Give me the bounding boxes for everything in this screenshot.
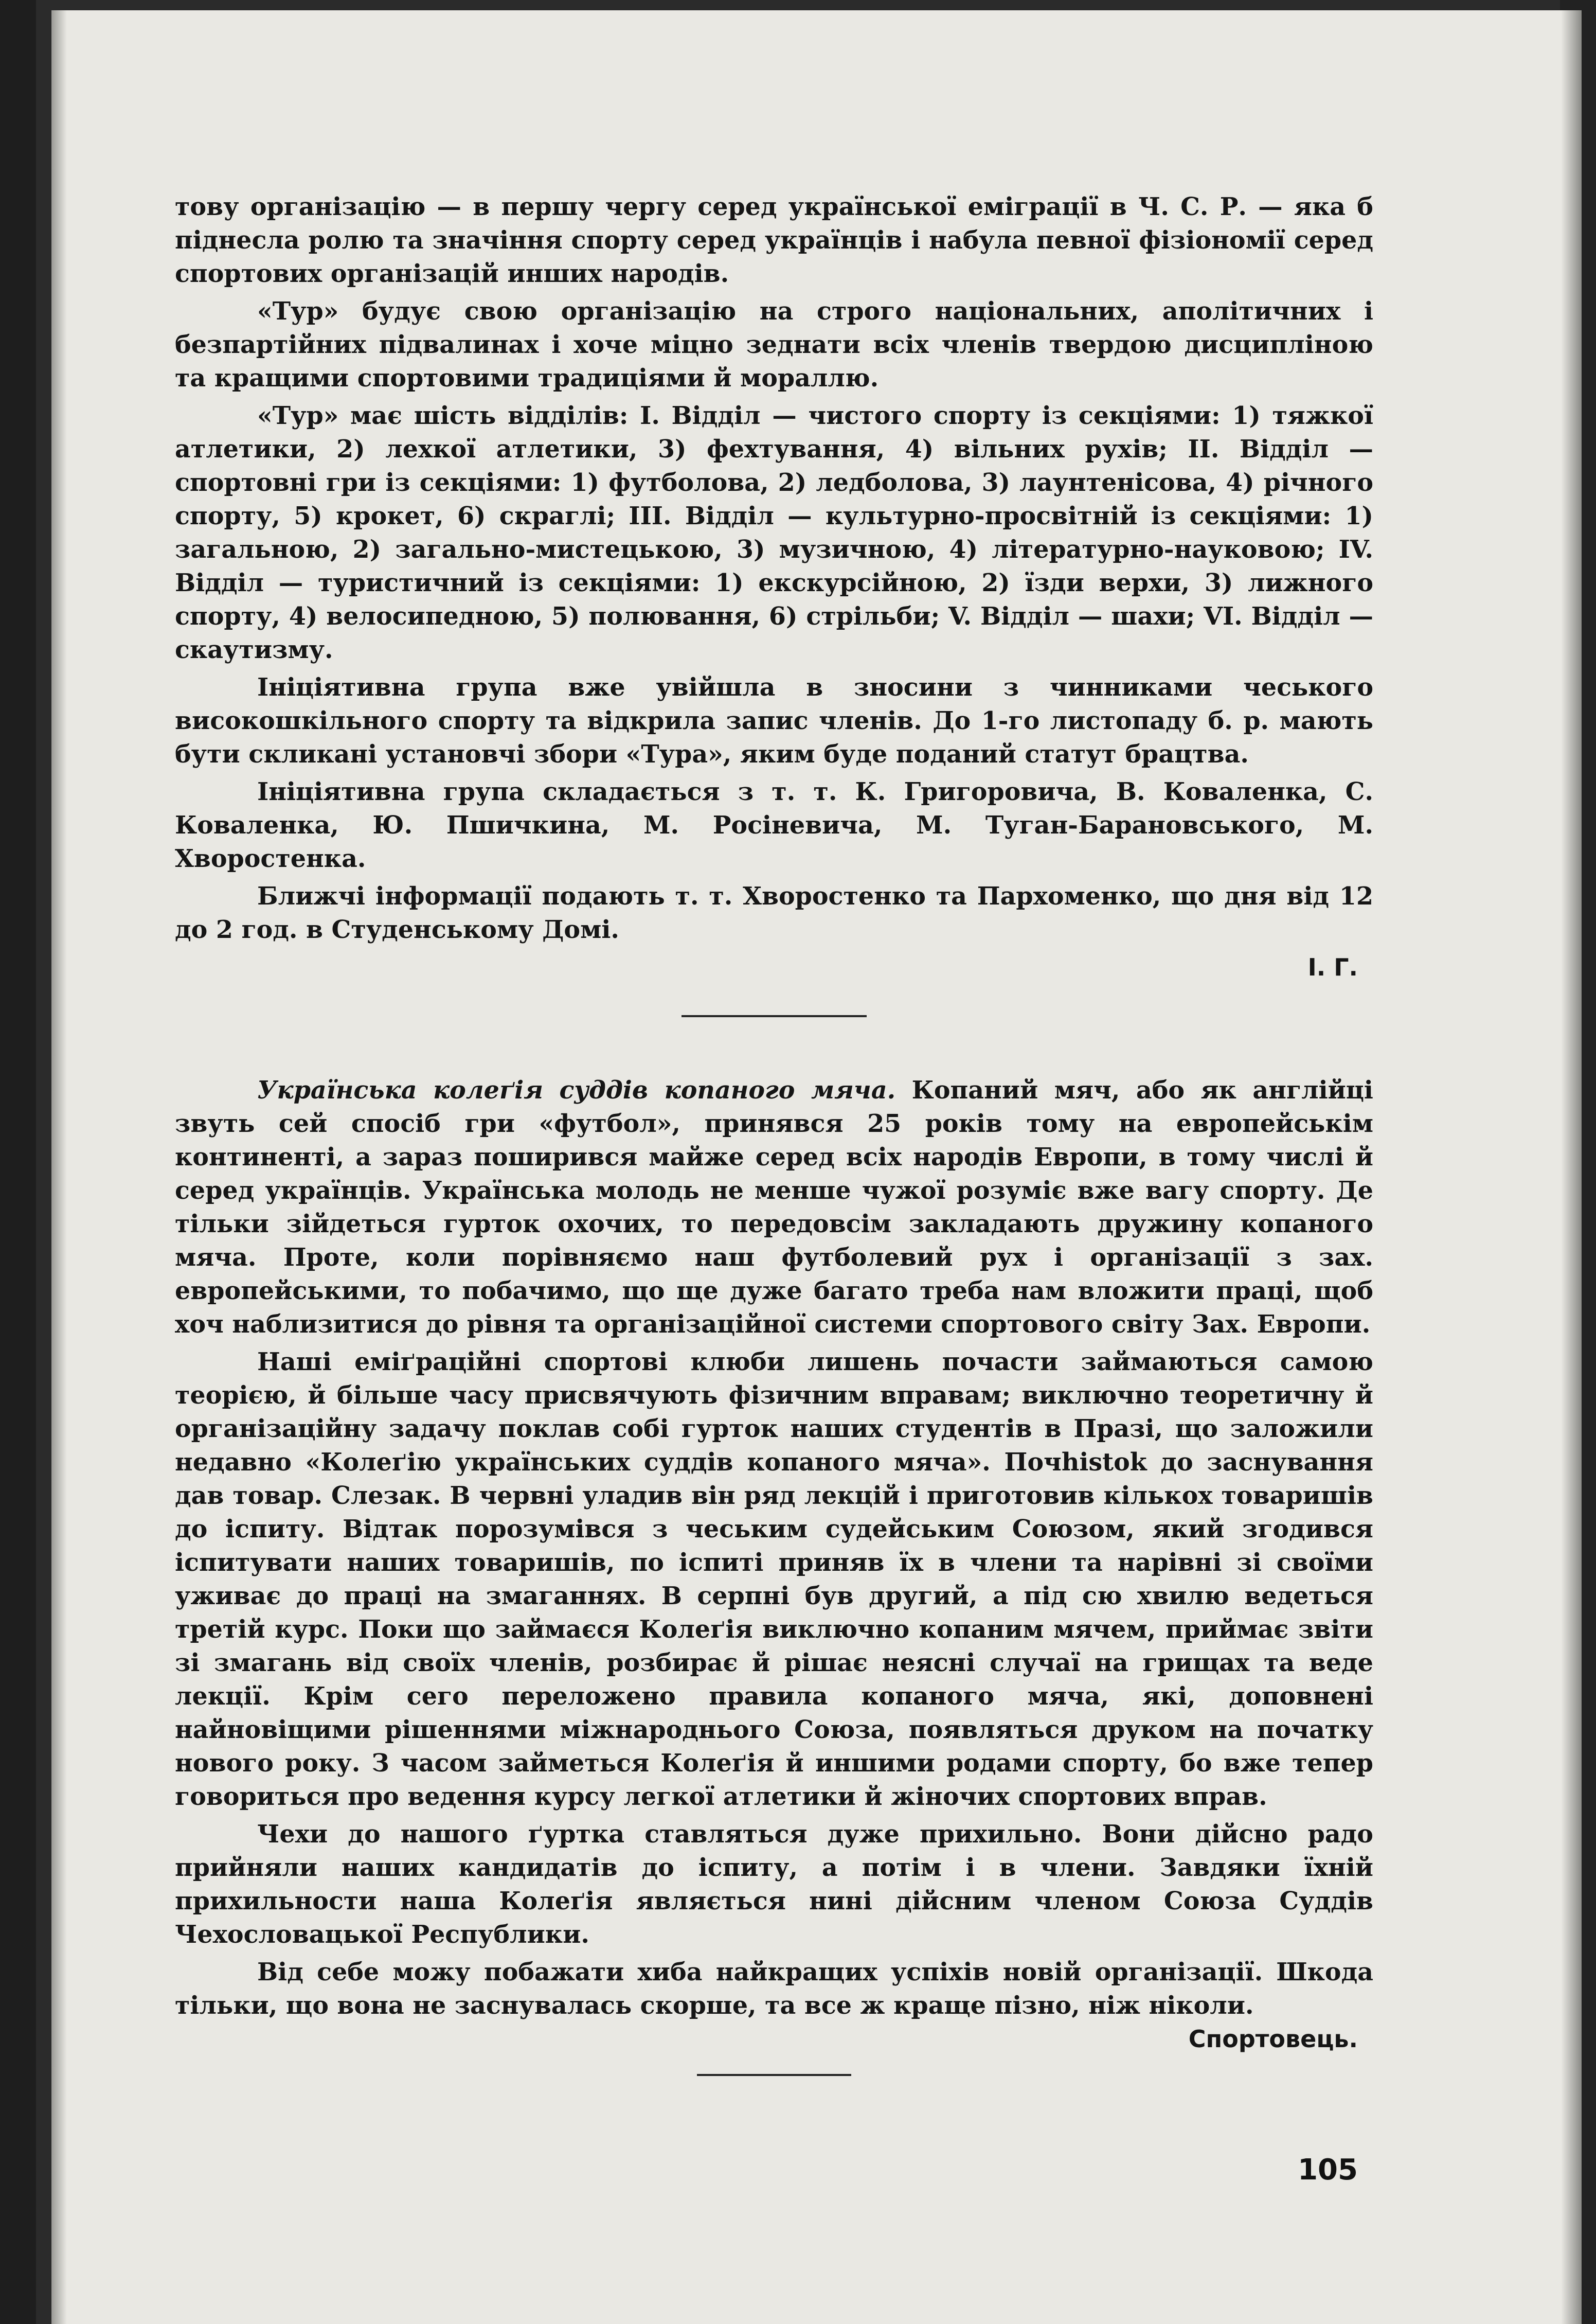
page-edge-shadow	[1561, 10, 1582, 2324]
article1-paragraph-6: Ближчі інформації подають т. т. Хворостенко та Пархоменко, що дня від 12 до 2 год. в Студенському Домі.	[175, 882, 1373, 944]
scan-border-left	[0, 0, 36, 2324]
article1-signature: І. Г.	[1307, 953, 1358, 981]
article1-paragraph-1: тову організацію — в першу чергу серед української еміграції в Ч. С. Р. — яка б піднесла ролю та значіння спорту серед українців і набула певної фізіономії серед спортових організацій инших народів.	[175, 192, 1373, 288]
book-page	[51, 10, 1582, 2324]
article2-paragraph-1	[175, 1074, 1373, 1341]
article1-paragraph-4: Ініціятивна група вже увійшла в зносини з чинниками чеського високошкільного спорту та відкрила запис членів. До 1-го листопаду б. р. мають бути скликані установчі збори «Тура», яким буде поданий статут брацтва.	[175, 673, 1373, 769]
article2-paragraph-3: Чехи до нашого ґуртка ставляться дуже прихильно. Вони дійсно радо прийняли наших кандидатів до іспиту, а потім і в члени. Завдяки їхній прихильности наша Колеґія являється нині дійсним членом Союза Суддів Чехословацької Республики.	[175, 1820, 1373, 1949]
page-content	[175, 190, 1373, 2076]
article2-paragraph-4	[175, 1956, 1373, 2053]
article2-signature: Спортовець.	[1188, 2025, 1358, 2053]
page-gutter-shadow	[51, 10, 67, 2324]
article2-paragraph-4-text: Від себе можу побажати хиба найкращих успіхів новій організації. Шкода тільки, що вона не заснувалась скорше, та все ж краще пізно, ніж ніколи.	[175, 1958, 1373, 2020]
article2-paragraph-2: Наші еміґраційні спортові клюби лишень почасти займаються самою теорією, й більше часу присвячують фізичним вправам; виключно теоретичну й організаційну задачу поклав собі гурток наших студентів в Празі, що заложили недавно «Колеґію українських суддів копаного мяча». Почhistоk до заснування дав товар. Слезак. В червні уладив він ряд лекцій і приготовив кількох товаришів до іспиту. Відтак порозумівся з чеським судейським Союзом, який згодився іспитувати наших товаришів, по іспиті приняв їх в члени та нарівні зі своїми уживає до праці на змаганнях. В серпні був другий, а під сю хвилю ведеться третій курс. Поки що займаєся Колеґія виключно копаним мячем, приймає звіти зі змагань від своїх членів, розбирає й рішає неясні случаї на грищах та веде лекції. Крім сего переложено правила копаного мяча, які, доповнені найновіщими рішеннями міжнароднього Союза, появляться друком на початку нового року. З часом займеться Колеґія й иншими родами спорту, бо вже тепер говориться про ведення курсу легкої атлетики й жіночих спортових вправ.	[175, 1347, 1373, 1811]
article1-paragraph-3: «Тур» має шість відділів: І. Відділ — чистого спорту із секціями: 1) тяжкої атлетики, 2) лехкої атлетики, 3) фехтування, 4) вільних рухів; ІІ. Відділ — спортовні гри із секціями: 1) футболова, 2) ледболова, 3) лаунтенісова, 4) річного спорту, 5) крокет, 6) скраглі; ІІІ. Відділ — культурно-просвітній із секціями: 1) загальною, 2) загально-мистецькою, 3) музичною, 4) літературно-науковою; IV. Відділ — туристичний із секціями: 1) екскурсійною, 2) їзди верхи, 3) лижного спорту, 4) велосипедною, 5) полювання, 6) стрільби; V. Відділ — шахи; VI. Відділ — скаутизму.	[175, 401, 1373, 664]
article2-paragraph-1-text: Копаний мяч, або як англійці звуть сей спосіб гри «футбол», принявся 25 років тому на европейськім континенті, а зараз поширився майже серед всіх народів Европи, в тому числі й серед українців. Українська молодь не менше чужої розуміє вже вагу спорту. Де тільки зійдеться гурток охочих, то передовсім закладають дружину копаного мяча. Проте, коли порівняємо наш футболевий рух і організації з зах. европейськими, то побачимо, що ще дуже багато треба нам вложити праці, щоб хоч наблизитися до рівня та організаційної системи спортового світу Зах. Европи.	[175, 1076, 1373, 1339]
end-divider	[697, 2074, 851, 2076]
page-number: 105	[1298, 2153, 1358, 2187]
article1-paragraph-2: «Тур» будує свою організацію на строго національних, аполітичних і безпартійних підвалинах і хоче міцно зеднати всіх членів твердою дисципліною та кращими спортовими традиціями й мораллю.	[175, 297, 1373, 393]
section-divider	[682, 1015, 867, 1017]
article2-title: Українська колеґія суддів копаного мяча.	[257, 1076, 896, 1105]
article1-paragraph-5: Ініціятивна група складається з т. т. К. Григоровича, В. Коваленка, С. Коваленка, Ю. Пшичкина, М. Росіневича, М. Туган-Барановського, М. Хворостенка.	[175, 777, 1373, 873]
